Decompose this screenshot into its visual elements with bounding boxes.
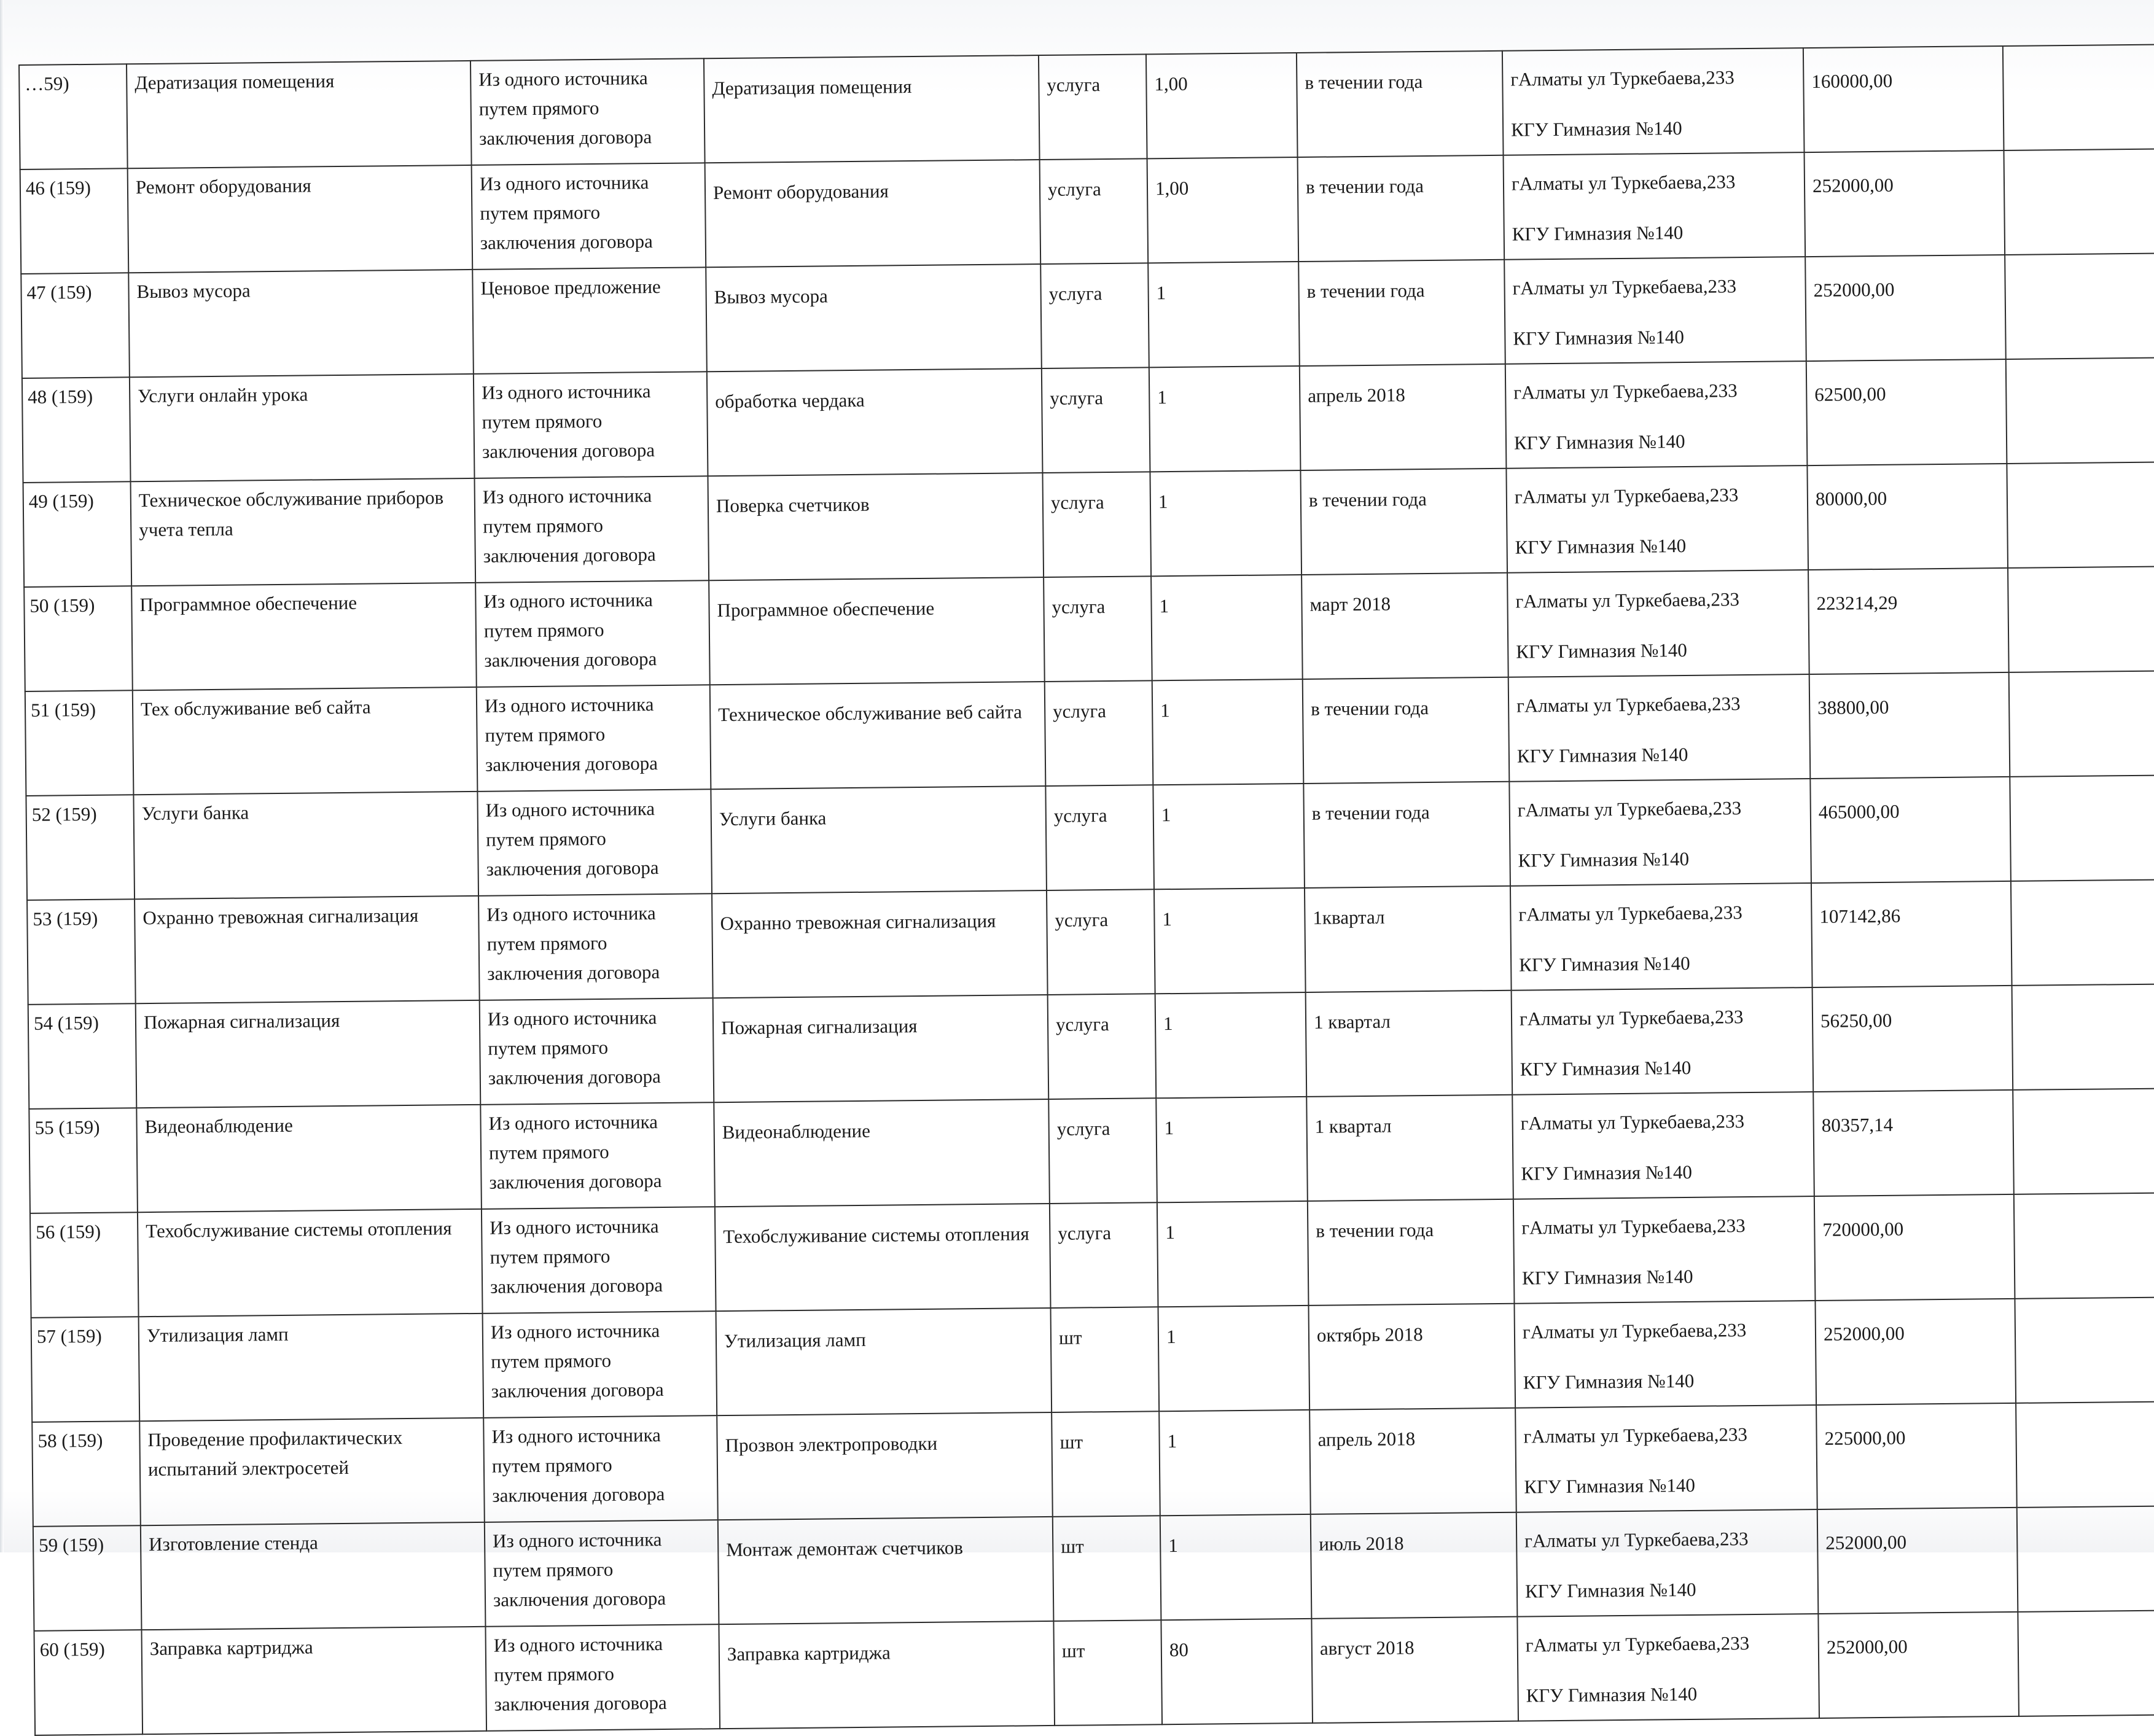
procurement-method-cell: Из одного источника путем прямого заключения договора: [475, 476, 709, 583]
amount-cell: 80000,00: [1807, 464, 2008, 570]
row-number-cell: 57 (159): [31, 1317, 140, 1422]
item-description-cell: Утилизация ламп: [716, 1308, 1052, 1415]
delivery-period-cell: 1квартал: [1305, 886, 1512, 992]
address-line: гАлматы ул Туркебаева,233: [1511, 171, 1736, 195]
amount-cell: 62500,00: [1806, 359, 2007, 465]
table-row: [24, 566, 2154, 691]
address-line: гАлматы ул Туркебаева,233: [1518, 901, 1742, 925]
delivery-period-cell: в течении года: [1300, 469, 1507, 575]
address-line: гАлматы ул Туркебаева,233: [1523, 1423, 1748, 1447]
procurement-method-cell: Из одного источника путем прямого заключения договора: [472, 163, 706, 270]
item-description-cell: Программное обеспечение: [709, 577, 1045, 685]
item-description-cell: Видеонаблюдение: [714, 1099, 1050, 1207]
procurement-table-body: [19, 44, 2154, 1735]
item-description-cell: Прозвон электропроводки: [717, 1412, 1053, 1520]
amount-cell: 38800,00: [1809, 672, 2010, 779]
address-line: гАлматы ул Туркебаева,233: [1522, 1319, 1747, 1343]
quantity-cell: 1: [1153, 784, 1305, 889]
delivery-address-cell: [1506, 465, 1808, 573]
unit-cell: услуга: [1040, 158, 1149, 264]
unit-cell: услуга: [1042, 367, 1150, 473]
delivery-period-cell: в течении года: [1298, 260, 1505, 366]
delivery-period-cell: август 2018: [1311, 1617, 1518, 1723]
table-row: [29, 1088, 2154, 1213]
procurement-method-cell: Из одного источника путем прямого заключения договора: [480, 998, 714, 1105]
delivery-address-cell: [1502, 48, 1805, 155]
unit-cell: услуга: [1048, 994, 1157, 1099]
address-line: гАлматы ул Туркебаева,233: [1514, 484, 1739, 508]
organization-name: КГУ Гимназия №140: [1516, 639, 1687, 663]
item-name-cell: Тех обслуживание веб сайта: [133, 687, 478, 795]
delivery-address-cell: [1507, 570, 1809, 677]
delivery-period-cell: в течении года: [1298, 155, 1505, 262]
address-line: гАлматы ул Туркебаева,233: [1513, 380, 1738, 403]
delivery-period-cell: март 2018: [1301, 573, 1508, 679]
quantity-cell: 1: [1151, 575, 1303, 680]
row-number-cell: 59 (159): [33, 1525, 142, 1631]
quantity-cell: 1,00: [1147, 157, 1299, 263]
unit-cell: услуга: [1044, 576, 1152, 682]
delivery-period-cell: апрель 2018: [1309, 1408, 1516, 1514]
unit-cell: услуга: [1040, 263, 1149, 368]
row-number-cell: 48 (159): [22, 377, 131, 483]
extra-cell: [2017, 1506, 2154, 1612]
amount-cell: 465000,00: [1810, 777, 2011, 883]
table-row: [23, 462, 2154, 587]
amount-cell: 225000,00: [1816, 1403, 2017, 1509]
amount-cell: 252000,00: [1815, 1299, 2016, 1405]
address-line: гАлматы ул Туркебаева,233: [1521, 1215, 1746, 1239]
row-number-cell: 50 (159): [24, 586, 133, 691]
quantity-cell: 1: [1156, 1097, 1308, 1202]
delivery-address-cell: [1514, 1301, 1816, 1408]
quantity-cell: 1: [1155, 992, 1307, 1098]
quantity-cell: 1: [1148, 262, 1300, 367]
procurement-method-cell: Из одного источника путем прямого заключения договора: [475, 580, 710, 687]
quantity-cell: 1: [1152, 679, 1304, 785]
amount-cell: 223214,29: [1808, 568, 2009, 674]
quantity-cell: 1: [1158, 1306, 1310, 1411]
organization-name: КГУ Гимназия №140: [1526, 1683, 1698, 1707]
delivery-period-cell: в течении года: [1303, 782, 1510, 888]
table-row: [33, 1506, 2154, 1631]
procurement-method-cell: Из одного источника путем прямого заключения договора: [480, 1102, 715, 1209]
organization-name: КГУ Гимназия №140: [1524, 1578, 1696, 1602]
procurement-method-cell: Из одного источника путем прямого заключения договора: [483, 1415, 718, 1522]
delivery-address-cell: [1505, 361, 1808, 469]
table-row: [31, 1297, 2154, 1422]
extra-cell: [2011, 879, 2154, 986]
delivery-address-cell: [1512, 987, 1814, 1095]
row-number-cell: 55 (159): [29, 1108, 138, 1213]
delivery-period-cell: в течении года: [1297, 51, 1504, 157]
unit-cell: услуга: [1039, 54, 1147, 160]
delivery-address-cell: [1504, 152, 1806, 260]
item-name-cell: Охранно тревожная сигнализация: [135, 896, 480, 1003]
organization-name: КГУ Гимназия №140: [1510, 117, 1682, 141]
table-row: [25, 671, 2154, 796]
table-row: [34, 1610, 2154, 1735]
address-line: гАлматы ул Туркебаева,233: [1512, 275, 1737, 299]
item-name-cell: Ремонт оборудования: [128, 165, 473, 273]
quantity-cell: 80: [1161, 1619, 1313, 1724]
delivery-period-cell: 1 квартал: [1306, 1095, 1513, 1201]
unit-cell: шт: [1051, 1307, 1160, 1412]
extra-cell: [2008, 566, 2154, 672]
item-description-cell: Ремонт оборудования: [705, 160, 1041, 267]
table-row: [19, 44, 2154, 169]
delivery-period-cell: июль 2018: [1311, 1512, 1518, 1619]
amount-cell: 720000,00: [1814, 1194, 2015, 1301]
procurement-table: [18, 44, 2154, 1736]
delivery-period-cell: апрель 2018: [1300, 364, 1507, 470]
item-name-cell: Заправка картриджа: [141, 1627, 486, 1734]
unit-cell: шт: [1052, 1411, 1160, 1517]
item-description-cell: Охранно тревожная сигнализация: [712, 890, 1048, 998]
address-line: гАлматы ул Туркебаева,233: [1515, 588, 1740, 612]
item-description-cell: обработка чердака: [707, 368, 1043, 476]
amount-cell: 252000,00: [1817, 1508, 2018, 1614]
organization-name: КГУ Гимназия №140: [1513, 430, 1685, 454]
procurement-method-cell: Из одного источника путем прямого заключения договора: [474, 372, 708, 478]
extra-cell: [2018, 1610, 2154, 1716]
table-row: [26, 775, 2154, 900]
address-line: гАлматы ул Туркебаева,233: [1516, 693, 1741, 717]
unit-cell: шт: [1053, 1516, 1161, 1621]
delivery-address-cell: [1510, 883, 1813, 991]
amount-cell: 107142,86: [1811, 881, 2012, 987]
procurement-method-cell: Из одного источника путем прямого заключения договора: [477, 789, 712, 896]
extra-cell: [2013, 1088, 2154, 1194]
item-description-cell: Поверка счетчиков: [708, 473, 1044, 580]
item-name-cell: Проведение профилактических испытаний электросетей: [139, 1418, 485, 1525]
row-number-cell: 54 (159): [28, 1003, 137, 1109]
organization-name: КГУ Гимназия №140: [1521, 1161, 1693, 1185]
item-name-cell: Вывоз мусора: [128, 270, 474, 377]
quantity-cell: 1: [1154, 888, 1306, 994]
item-name-cell: Услуги банка: [133, 792, 478, 899]
address-line: гАлматы ул Туркебаева,233: [1520, 1110, 1745, 1134]
unit-cell: услуга: [1042, 472, 1151, 577]
organization-name: КГУ Гимназия №140: [1519, 952, 1690, 976]
amount-cell: 56250,00: [1813, 986, 2013, 1092]
amount-cell: 252000,00: [1805, 255, 2006, 361]
organization-name: КГУ Гимназия №140: [1520, 1056, 1692, 1080]
row-number-cell: 47 (159): [21, 273, 130, 378]
item-description-cell: Дератизация помещения: [704, 55, 1040, 163]
row-number-cell: 46 (159): [20, 168, 129, 274]
amount-cell: 160000,00: [1803, 46, 2004, 152]
address-line: гАлматы ул Туркебаева,233: [1510, 66, 1735, 90]
row-number-cell: 49 (159): [23, 481, 132, 587]
quantity-cell: 1: [1150, 470, 1301, 576]
row-number-cell: …59): [19, 64, 128, 169]
table-row: [22, 357, 2154, 483]
extra-cell: [2003, 44, 2154, 150]
delivery-address-cell: [1516, 1509, 1819, 1617]
delivery-period-cell: в течении года: [1308, 1199, 1515, 1306]
extra-cell: [2004, 149, 2154, 255]
item-description-cell: Техническое обслуживание веб сайта: [710, 682, 1046, 789]
row-number-cell: 56 (159): [30, 1212, 139, 1318]
procurement-method-cell: Из одного источника путем прямого заключения договора: [470, 58, 705, 165]
organization-name: КГУ Гимназия №140: [1513, 325, 1685, 349]
delivery-period-cell: 1 квартал: [1306, 991, 1513, 1097]
item-name-cell: Утилизация ламп: [139, 1314, 484, 1421]
address-line: гАлматы ул Туркебаева,233: [1524, 1528, 1749, 1552]
extra-cell: [2012, 984, 2154, 1090]
row-number-cell: 52 (159): [26, 795, 135, 900]
delivery-address-cell: [1509, 779, 1811, 886]
item-name-cell: Программное обеспечение: [131, 583, 477, 690]
extra-cell: [2007, 462, 2154, 568]
item-name-cell: Техобслуживание системы отопления: [138, 1209, 483, 1317]
item-description-cell: Техобслуживание системы отопления: [715, 1204, 1051, 1311]
table-row: [32, 1401, 2154, 1527]
table-row: [30, 1193, 2154, 1318]
item-description-cell: Монтаж демонтаж счетчиков: [718, 1517, 1054, 1624]
procurement-method-cell: Из одного источника путем прямого заключения договора: [482, 1207, 716, 1314]
extra-cell: [2014, 1193, 2154, 1299]
delivery-period-cell: октябрь 2018: [1308, 1304, 1515, 1410]
amount-cell: 80357,14: [1813, 1090, 2014, 1196]
item-name-cell: Пожарная сигнализация: [136, 1000, 481, 1108]
organization-name: КГУ Гимназия №140: [1521, 1265, 1693, 1289]
item-description-cell: Вывоз мусора: [706, 264, 1042, 372]
unit-cell: услуга: [1045, 680, 1153, 786]
item-name-cell: Техническое обслуживание приборов учета тепла: [131, 478, 476, 586]
row-number-cell: 60 (159): [34, 1630, 142, 1735]
table-row: [20, 149, 2154, 274]
row-number-cell: 53 (159): [27, 899, 136, 1005]
unit-cell: услуга: [1045, 785, 1154, 890]
scan-edge: [0, 0, 4, 1552]
quantity-cell: 1,00: [1146, 53, 1298, 158]
delivery-address-cell: [1515, 1405, 1817, 1512]
organization-name: КГУ Гимназия №140: [1516, 743, 1688, 767]
address-line: гАлматы ул Туркебаева,233: [1517, 797, 1742, 821]
delivery-address-cell: [1517, 1614, 1819, 1721]
unit-cell: услуга: [1048, 1098, 1157, 1204]
extra-cell: [2015, 1297, 2154, 1403]
procurement-method-cell: Ценовое предложение: [472, 267, 707, 374]
amount-cell: 252000,00: [1818, 1612, 2019, 1718]
procurement-method-cell: Из одного источника путем прямого заключения договора: [477, 685, 711, 792]
extra-cell: [2016, 1401, 2154, 1508]
organization-name: КГУ Гимназия №140: [1523, 1369, 1695, 1393]
extra-cell: [2009, 671, 2154, 777]
extra-cell: [2010, 775, 2154, 881]
row-number-cell: 58 (159): [32, 1421, 141, 1527]
unit-cell: шт: [1053, 1620, 1162, 1726]
procurement-method-cell: Из одного источника путем прямого заключения договора: [478, 893, 713, 1000]
organization-name: КГУ Гимназия №140: [1518, 847, 1690, 871]
organization-name: КГУ Гимназия №140: [1524, 1474, 1696, 1498]
delivery-address-cell: [1508, 674, 1811, 782]
item-name-cell: Изготовление стенда: [141, 1522, 486, 1630]
table-row: [21, 253, 2154, 378]
quantity-cell: 1: [1160, 1514, 1312, 1620]
quantity-cell: 1: [1157, 1201, 1309, 1307]
address-line: гАлматы ул Туркебаева,233: [1519, 1006, 1744, 1030]
item-name-cell: Дератизация помещения: [127, 61, 472, 168]
address-line: гАлматы ул Туркебаева,233: [1525, 1632, 1750, 1656]
procurement-method-cell: Из одного источника путем прямого заключения договора: [485, 1624, 720, 1731]
unit-cell: услуга: [1047, 889, 1155, 995]
procurement-method-cell: Из одного источника путем прямого заключения договора: [483, 1311, 717, 1418]
delivery-period-cell: в течении года: [1303, 677, 1510, 784]
amount-cell: 252000,00: [1805, 150, 2005, 257]
delivery-address-cell: [1512, 1092, 1814, 1199]
delivery-address-cell: [1513, 1196, 1816, 1304]
extra-cell: [2006, 357, 2154, 464]
row-number-cell: 51 (159): [25, 690, 134, 796]
quantity-cell: 1: [1149, 366, 1301, 472]
item-description-cell: Пожарная сигнализация: [713, 995, 1049, 1102]
quantity-cell: 1: [1159, 1410, 1311, 1516]
organization-name: КГУ Гимназия №140: [1512, 221, 1684, 245]
item-description-cell: Заправка картриджа: [719, 1621, 1055, 1729]
item-name-cell: Видеонаблюдение: [136, 1105, 482, 1212]
table-row: [27, 879, 2154, 1005]
extra-cell: [2005, 253, 2154, 359]
procurement-method-cell: Из одного источника путем прямого заключения договора: [485, 1520, 719, 1627]
item-name-cell: Услуги онлайн урока: [130, 374, 475, 481]
table-row: [28, 984, 2154, 1109]
unit-cell: услуга: [1050, 1202, 1158, 1308]
item-description-cell: Услуги банка: [711, 786, 1047, 893]
procurement-plan-page: [18, 44, 2115, 1715]
organization-name: КГУ Гимназия №140: [1515, 534, 1687, 558]
delivery-address-cell: [1504, 257, 1806, 364]
